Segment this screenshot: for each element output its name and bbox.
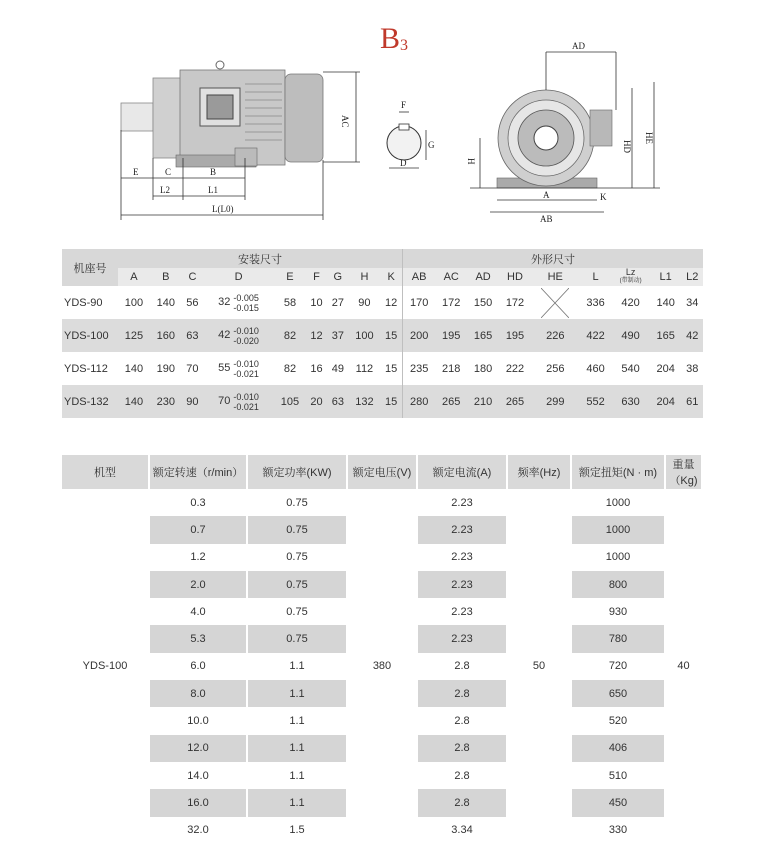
current-cell: 2.8 — [417, 762, 507, 789]
power-cell: 0.75 — [247, 625, 347, 652]
side-view-drawing — [121, 61, 360, 220]
value-cell: 490 — [611, 319, 649, 352]
torque-cell: 520 — [571, 707, 665, 734]
d-cell: 70 -0.010 -0.021 — [203, 385, 274, 418]
dimension-table — [62, 249, 703, 418]
torque-cell: 1000 — [571, 516, 665, 543]
svg-text:AD: AD — [572, 41, 585, 51]
value-cell: 61 — [682, 385, 703, 418]
value-cell: 552 — [580, 385, 612, 418]
torque-cell: 800 — [571, 571, 665, 598]
value-cell: 204 — [650, 385, 682, 418]
table-row — [62, 319, 703, 352]
value-cell: 140 — [650, 286, 682, 319]
value-cell: 49 — [327, 352, 348, 385]
model-cell: YDS-100 — [62, 489, 149, 844]
value-cell: 265 — [435, 385, 467, 418]
col-header: A — [118, 268, 150, 286]
frequency-cell: 50 — [507, 489, 571, 844]
value-cell: 58 — [274, 286, 306, 319]
table-row — [62, 286, 703, 319]
torque-cell: 720 — [571, 653, 665, 680]
outline-dimensions-header: 外形尺寸 — [403, 249, 704, 268]
value-cell: 165 — [467, 319, 499, 352]
svg-text:L(L0): L(L0) — [212, 204, 234, 214]
value-cell: 299 — [531, 385, 580, 418]
current-cell: 2.23 — [417, 625, 507, 652]
value-cell: 170 — [403, 286, 436, 319]
performance-table — [62, 455, 703, 844]
power-cell: 1.1 — [247, 653, 347, 680]
value-cell: 235 — [403, 352, 436, 385]
value-cell: 336 — [580, 286, 612, 319]
col-header: G — [327, 268, 348, 286]
value-cell: 27 — [327, 286, 348, 319]
current-cell: 2.8 — [417, 789, 507, 816]
value-cell: 100 — [348, 319, 380, 352]
value-cell: 180 — [467, 352, 499, 385]
value-cell: 63 — [182, 319, 203, 352]
value-cell: 140 — [118, 385, 150, 418]
svg-text:E: E — [133, 167, 139, 177]
svg-text:B: B — [210, 167, 217, 177]
value-cell: 15 — [380, 352, 402, 385]
col-header-voltage: 额定电压(V) — [347, 455, 417, 489]
svg-text:F: F — [401, 100, 407, 110]
weight-cell: 40 — [665, 489, 702, 844]
value-cell: 190 — [150, 352, 182, 385]
col-header: AC — [435, 268, 467, 286]
col-header: H — [348, 268, 380, 286]
value-cell: 630 — [611, 385, 649, 418]
value-cell: 256 — [531, 352, 580, 385]
col-header: B — [150, 268, 182, 286]
svg-text:K: K — [600, 192, 607, 202]
speed-cell: 4.0 — [149, 598, 247, 625]
value-cell: 540 — [611, 352, 649, 385]
table-row — [62, 489, 702, 516]
table-row — [62, 352, 703, 385]
value-cell: 230 — [150, 385, 182, 418]
power-cell: 1.1 — [247, 789, 347, 816]
speed-cell: 0.3 — [149, 489, 247, 516]
table-row — [62, 385, 703, 418]
value-cell: 56 — [182, 286, 203, 319]
svg-text:A: A — [543, 190, 550, 200]
col-header: D — [203, 268, 274, 286]
col-header: L2 — [682, 268, 703, 286]
shaft-section-drawing — [387, 100, 435, 168]
current-cell: 2.8 — [417, 653, 507, 680]
value-cell: 172 — [435, 286, 467, 319]
value-cell: 90 — [348, 286, 380, 319]
col-header: HD — [499, 268, 531, 286]
value-cell: 172 — [499, 286, 531, 319]
value-cell: 90 — [182, 385, 203, 418]
col-header: E — [274, 268, 306, 286]
current-cell: 2.23 — [417, 571, 507, 598]
svg-text:HD: HD — [622, 140, 632, 153]
current-cell: 2.23 — [417, 544, 507, 571]
value-cell: 15 — [380, 385, 402, 418]
current-cell: 2.23 — [417, 516, 507, 543]
col-header-frequency: 频率(Hz) — [507, 455, 571, 489]
col-header-power: 额定功率(KW) — [247, 455, 347, 489]
col-header: HE — [531, 268, 580, 286]
current-cell: 3.34 — [417, 817, 507, 844]
power-cell: 1.1 — [247, 735, 347, 762]
col-header-model: 机型 — [62, 455, 149, 489]
current-cell: 2.23 — [417, 489, 507, 516]
value-cell: 100 — [118, 286, 150, 319]
current-cell: 2.8 — [417, 680, 507, 707]
value-cell: 20 — [306, 385, 327, 418]
power-cell: 0.75 — [247, 598, 347, 625]
power-cell: 1.1 — [247, 762, 347, 789]
torque-cell: 780 — [571, 625, 665, 652]
col-header: L1 — [650, 268, 682, 286]
value-cell: 63 — [327, 385, 348, 418]
value-cell: 226 — [531, 319, 580, 352]
torque-cell: 1000 — [571, 544, 665, 571]
value-cell: 460 — [580, 352, 612, 385]
torque-cell: 650 — [571, 680, 665, 707]
current-cell: 2.23 — [417, 598, 507, 625]
col-header-speed: 额定转速（r/min） — [149, 455, 247, 489]
model-cell: YDS-90 — [62, 286, 118, 319]
torque-cell: 450 — [571, 789, 665, 816]
value-cell: 265 — [499, 385, 531, 418]
speed-cell: 5.3 — [149, 625, 247, 652]
power-cell: 0.75 — [247, 544, 347, 571]
power-cell: 1.1 — [247, 680, 347, 707]
value-cell: 34 — [682, 286, 703, 319]
value-cell: 16 — [306, 352, 327, 385]
torque-cell: 930 — [571, 598, 665, 625]
d-cell: 55 -0.010 -0.021 — [203, 352, 274, 385]
value-cell: 112 — [348, 352, 380, 385]
speed-cell: 2.0 — [149, 571, 247, 598]
speed-cell: 6.0 — [149, 653, 247, 680]
svg-text:D: D — [400, 158, 407, 168]
d-cell: 32 -0.005 -0.015 — [203, 286, 274, 319]
speed-cell: 14.0 — [149, 762, 247, 789]
value-cell: 210 — [467, 385, 499, 418]
svg-text:L2: L2 — [160, 185, 170, 195]
svg-text:G: G — [428, 140, 435, 150]
svg-text:L1: L1 — [208, 185, 218, 195]
col-header: AD — [467, 268, 499, 286]
value-cell: 12 — [306, 319, 327, 352]
value-cell: 160 — [150, 319, 182, 352]
power-cell: 1.5 — [247, 817, 347, 844]
model-column-header: 机座号 — [62, 249, 118, 286]
value-cell: 195 — [499, 319, 531, 352]
value-cell: 140 — [118, 352, 150, 385]
torque-cell: 406 — [571, 735, 665, 762]
install-dimensions-header: 安装尺寸 — [118, 249, 403, 268]
d-cell: 42 -0.010 -0.020 — [203, 319, 274, 352]
power-cell: 0.75 — [247, 516, 347, 543]
value-cell: 218 — [435, 352, 467, 385]
value-cell: 132 — [348, 385, 380, 418]
svg-text:H: H — [466, 158, 476, 165]
value-cell: 195 — [435, 319, 467, 352]
power-cell: 0.75 — [247, 571, 347, 598]
svg-text:C: C — [165, 167, 172, 177]
torque-cell: 330 — [571, 817, 665, 844]
model-cell: YDS-112 — [62, 352, 118, 385]
col-header-weight: 重量（Kg) — [665, 455, 702, 489]
value-cell: 140 — [150, 286, 182, 319]
col-header: C — [182, 268, 203, 286]
page-title: $B_3$ — [380, 22, 409, 55]
front-view-drawing — [466, 41, 660, 224]
svg-text:AC: AC — [340, 115, 350, 128]
speed-cell: 12.0 — [149, 735, 247, 762]
speed-cell: 1.2 — [149, 544, 247, 571]
svg-text:AB: AB — [540, 214, 553, 224]
power-cell: 1.1 — [247, 707, 347, 734]
speed-cell: 16.0 — [149, 789, 247, 816]
value-cell: 82 — [274, 319, 306, 352]
torque-cell: 1000 — [571, 489, 665, 516]
voltage-cell: 380 — [347, 489, 417, 844]
svg-text:HE: HE — [644, 132, 654, 144]
col-header-lz: Lz (带制动) — [611, 268, 649, 286]
value-cell: 82 — [274, 352, 306, 385]
col-header-current: 额定电流(A) — [417, 455, 507, 489]
col-header: AB — [403, 268, 436, 286]
speed-cell: 8.0 — [149, 680, 247, 707]
col-header: F — [306, 268, 327, 286]
value-cell: 222 — [499, 352, 531, 385]
value-cell: 150 — [467, 286, 499, 319]
current-cell: 2.8 — [417, 707, 507, 734]
value-cell: 37 — [327, 319, 348, 352]
value-cell: 422 — [580, 319, 612, 352]
model-cell: YDS-132 — [62, 385, 118, 418]
value-cell: 105 — [274, 385, 306, 418]
value-cell: 280 — [403, 385, 436, 418]
power-cell: 0.75 — [247, 489, 347, 516]
value-cell: 204 — [650, 352, 682, 385]
value-cell: 125 — [118, 319, 150, 352]
speed-cell: 0.7 — [149, 516, 247, 543]
current-cell: 2.8 — [417, 735, 507, 762]
col-header: K — [380, 268, 402, 286]
torque-cell: 510 — [571, 762, 665, 789]
value-cell: 10 — [306, 286, 327, 319]
value-cell: 12 — [380, 286, 402, 319]
empty-cell — [531, 286, 580, 319]
col-header-torque: 额定扭矩(N · m) — [571, 455, 665, 489]
motor-drawings — [0, 0, 782, 240]
speed-cell: 10.0 — [149, 707, 247, 734]
col-header: L — [580, 268, 612, 286]
value-cell: 420 — [611, 286, 649, 319]
value-cell: 42 — [682, 319, 703, 352]
value-cell: 200 — [403, 319, 436, 352]
value-cell: 165 — [650, 319, 682, 352]
speed-cell: 32.0 — [149, 817, 247, 844]
model-cell: YDS-100 — [62, 319, 118, 352]
value-cell: 70 — [182, 352, 203, 385]
value-cell: 15 — [380, 319, 402, 352]
value-cell: 38 — [682, 352, 703, 385]
